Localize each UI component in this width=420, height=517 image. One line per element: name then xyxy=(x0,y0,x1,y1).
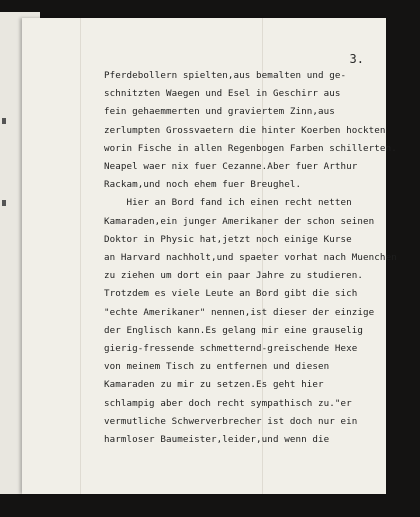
typed-line: Trotzdem es viele Leute an Bord gibt die sich xyxy=(104,288,358,300)
typed-line: Kamaraden zu mir zu setzen.Es geht hier xyxy=(104,379,324,391)
typed-line: harmloser Baumeister,leider,und wenn die xyxy=(104,434,330,445)
typed-line: Hier an Bord fand ich einen recht netten xyxy=(104,197,352,209)
underlying-page-mark xyxy=(2,118,6,124)
typed-line: zerlumpten Grossvaetern die hinter Koerben hockten xyxy=(104,124,386,136)
typed-line: Kamaraden,ein junger Amerikaner der schon seinen xyxy=(104,215,375,227)
underlying-page-mark xyxy=(2,200,6,206)
typed-line: worin Fische in allen Regenbogen Farben schillerten. xyxy=(104,142,397,154)
typed-line: Neapel waer nix fuer Cezanne.Aber fuer Arthur xyxy=(104,161,358,172)
typed-line: Doktor in Physic hat,jetzt noch einige Kurse xyxy=(104,233,352,245)
typed-line: an Harvard nachholt,und spaeter vorhat nach Muenchen xyxy=(104,252,397,263)
typed-line: von meinem Tisch zu entfernen und diesen xyxy=(104,361,330,373)
page-number: 3. xyxy=(349,52,364,66)
typed-line: zu ziehen um dort ein paar Jahre zu studieren. xyxy=(104,270,364,282)
typed-line: der Englisch kann.Es gelang mir eine grauselig xyxy=(104,324,364,336)
typed-line: schnitzten Waegen und Esel in Geschirr aus xyxy=(104,88,341,100)
typed-line: gierig-fressende schmetternd-greischende Hexe xyxy=(104,343,358,354)
typed-line: schlampig aber doch recht sympathisch zu."er xyxy=(104,397,352,409)
typed-line: vermutliche Schwerverbrecher ist doch nur ein xyxy=(104,415,358,427)
typed-line: fein gehaemmerten und graviertem Zinn,aus xyxy=(104,106,335,118)
document-page xyxy=(22,18,397,494)
typed-line: Pferdebollern spielten,aus bemalten und ge- xyxy=(104,70,347,81)
typed-line: "echte Amerikaner" nennen,ist dieser der einzige xyxy=(104,306,375,318)
typed-line: Rackam,und noch ehem fuer Breughel. xyxy=(104,179,302,191)
paper-fold xyxy=(80,18,81,494)
